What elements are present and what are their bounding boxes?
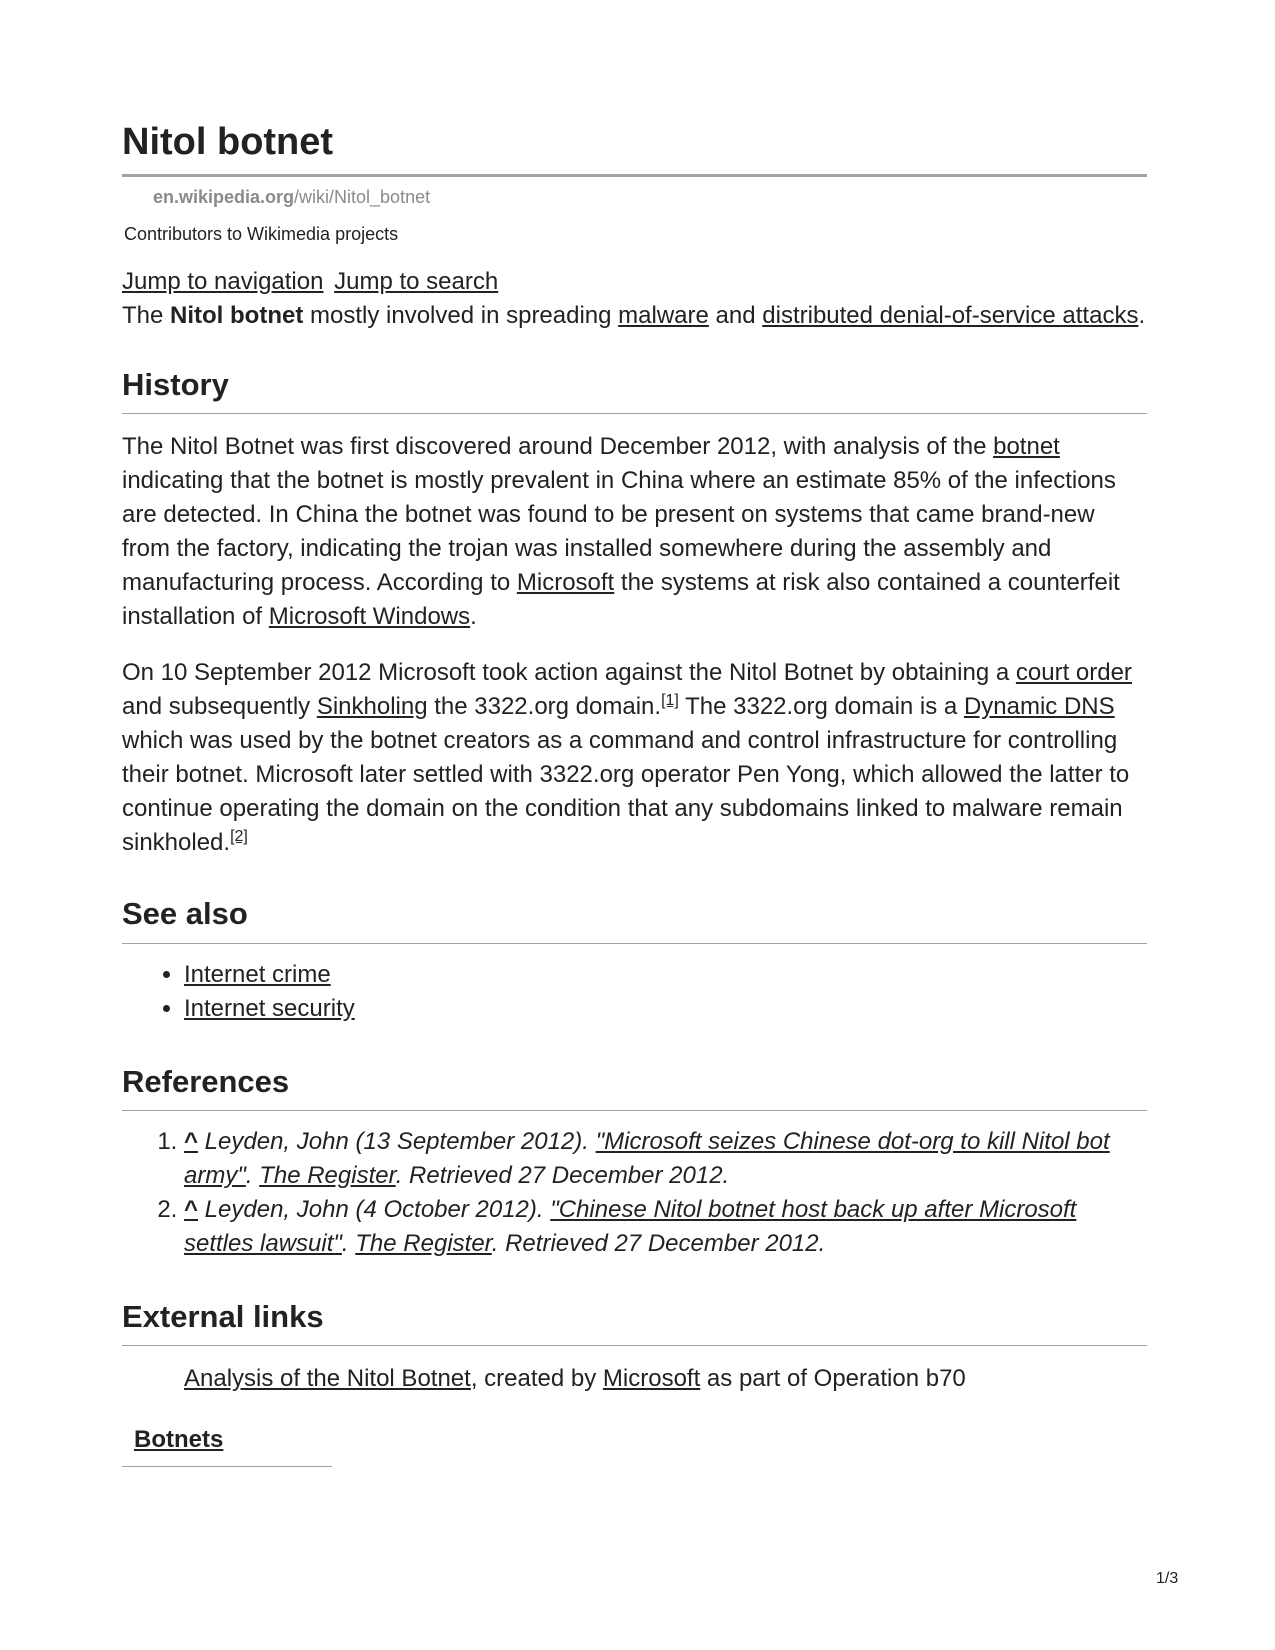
article: [122, 120, 1147, 1467]
history-paragraph-1: [122, 430, 1147, 634]
reference-retrieved: . Retrieved 27 December 2012.: [491, 1229, 826, 1257]
reference-1-link[interactable]: [1]: [661, 692, 679, 710]
external-links-heading: External links: [122, 1297, 1147, 1346]
lead-text: The: [122, 301, 171, 329]
lead-text: and: [708, 301, 763, 329]
see-also-list: [122, 958, 1147, 1026]
reference-separator: .: [245, 1161, 260, 1189]
backlink-caret[interactable]: ^: [184, 1195, 199, 1223]
internet-crime-link[interactable]: Internet crime: [184, 960, 331, 988]
byline: Contributors to Wikimedia projects: [124, 223, 399, 244]
see-also-heading: See also: [122, 894, 1147, 943]
backlink-caret[interactable]: ^: [184, 1127, 199, 1155]
list-item: [184, 992, 1147, 1026]
microsoft-link[interactable]: Microsoft: [602, 1365, 701, 1393]
reference-author: Leyden, John (4 October 2012).: [198, 1195, 551, 1223]
reference-item: [184, 1193, 1147, 1261]
lead-text: mostly involved in spreading: [303, 301, 619, 329]
external-link-item: [184, 1362, 1147, 1396]
internet-security-link[interactable]: Internet security: [184, 994, 355, 1022]
history-text: indicating that the botnet is mostly prevalent in China where an estimate 85% of the infections are detected. In China the botnet was found to be present on systems that came brand-new from the factory, indicating the trojan was installed somewhere during the assembly and manufacturing process. According to: [122, 467, 1116, 597]
history-text: .: [470, 603, 477, 631]
references-list: [122, 1125, 1147, 1261]
reference-title-link[interactable]: "Microsoft seizes Chinese dot-org to kill Nitol bot army": [184, 1127, 1110, 1189]
history-paragraph-2: [122, 656, 1147, 860]
lead-bold-title: Nitol botnet: [170, 301, 304, 329]
reference-2-link[interactable]: [2]: [230, 828, 248, 846]
history-text: the systems at risk also contained a counterfeit installation of: [122, 569, 1120, 631]
source-url: [153, 185, 1147, 210]
malware-link[interactable]: malware: [618, 301, 709, 329]
reference-retrieved: . Retrieved 27 December 2012.: [395, 1161, 730, 1189]
jump-to-navigation-link[interactable]: Jump to navigation: [122, 267, 324, 295]
lead-paragraph: [122, 299, 1147, 333]
history-text: which was used by the botnet creators as a command and control infrastructure for controlling their botnet. Microsoft later settled with 3322.org operator Pen Yong, which allowed the latter to continue operating the domain on the condition that any subdomains linked to malware remain sinkholed.: [122, 727, 1130, 857]
microsoft-windows-link[interactable]: Microsoft Windows: [268, 603, 471, 631]
page-title: Nitol botnet: [122, 120, 1147, 177]
history-text: and subsequently: [122, 693, 317, 721]
history-text: the 3322.org domain.: [427, 693, 662, 721]
page-number: 1/3: [1156, 1570, 1179, 1587]
source-domain: en.wikipedia.org: [153, 186, 295, 207]
reference-title-link[interactable]: "Chinese Nitol botnet host back up after Microsoft settles lawsuit": [184, 1195, 1077, 1257]
lead-text: .: [1138, 301, 1146, 329]
jump-to-search-link[interactable]: Jump to search: [334, 267, 499, 295]
list-item: [184, 958, 1147, 992]
external-text: , created by: [470, 1365, 603, 1393]
publisher-link[interactable]: The Register: [259, 1161, 396, 1189]
sinkholing-link[interactable]: Sinkholing: [316, 693, 428, 721]
botnet-link[interactable]: botnet: [993, 433, 1060, 461]
microsoft-link[interactable]: Microsoft: [516, 569, 615, 597]
history-text: The Nitol Botnet was first discovered around December 2012, with analysis of the: [122, 433, 994, 461]
ddos-link[interactable]: distributed denial-of-service attacks: [762, 301, 1139, 329]
navbox-title: [122, 1426, 332, 1467]
botnets-link[interactable]: Botnets: [134, 1426, 224, 1454]
publisher-link[interactable]: The Register: [355, 1229, 492, 1257]
history-heading: History: [122, 365, 1147, 414]
analysis-link[interactable]: Analysis of the Nitol Botnet: [184, 1365, 471, 1393]
reference-author: Leyden, John (13 September 2012).: [198, 1127, 596, 1155]
jump-links: [122, 265, 1147, 299]
dynamic-dns-link[interactable]: Dynamic DNS: [963, 693, 1115, 721]
history-text: The 3322.org domain is a: [678, 693, 964, 721]
source-path: /wiki/Nitol_botnet: [294, 186, 431, 207]
reference-separator: .: [341, 1229, 356, 1257]
reference-item: [184, 1125, 1147, 1193]
external-text: as part of Operation b70: [700, 1365, 966, 1393]
history-text: On 10 September 2012 Microsoft took action against the Nitol Botnet by obtaining a: [122, 659, 1016, 687]
references-heading: References: [122, 1062, 1147, 1111]
court-order-link[interactable]: court order: [1015, 659, 1132, 687]
